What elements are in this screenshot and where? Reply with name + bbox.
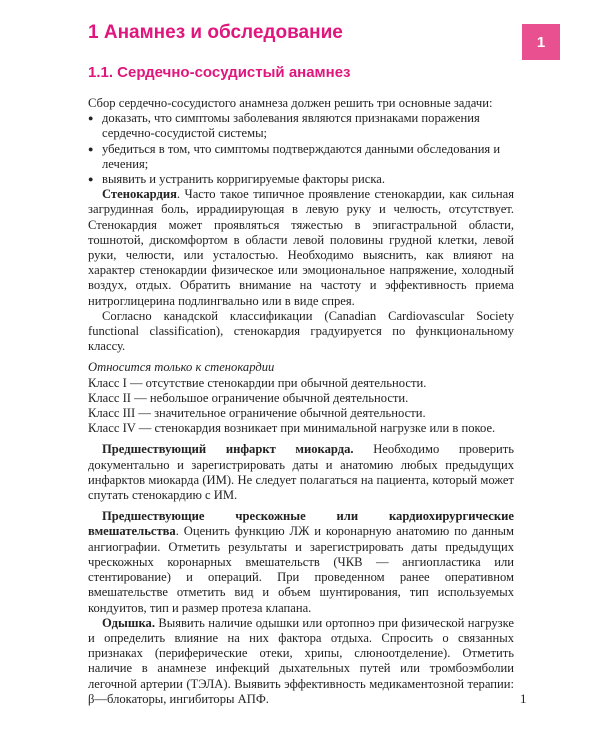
list-item: ● убедиться в том, что симптомы подтверждаются данными обследования и лечения; — [88, 142, 514, 172]
task-list — [88, 111, 514, 187]
class-item: Класс III — значительное ограничение обычной деятельности. — [88, 406, 426, 421]
prior-interventions-heading: Предшествующие чрескожные или кардиохирургические вмешательства — [88, 509, 514, 539]
chapter-tab — [522, 24, 560, 60]
dyspnea-paragraph — [88, 616, 514, 707]
ccs-paragraph: Согласно канадской классификации (Canadian Cardiovascular Society functional classification), стенокардия градуируется по функциональному классу. — [88, 308, 514, 354]
prior-mi-text: Необходимо проверить документально и зарегистрировать даты и анатомию любых предыдущих инфарктов миокарда (ИМ). Не следует полагаться на пациента, который может спутать стенокардию с ИМ. — [88, 442, 514, 503]
prior-interventions-paragraph — [88, 509, 514, 615]
body-text — [88, 96, 514, 707]
angina-text: . Часто такое типичное проявление стенокардии, как сильная загрудинная боль, иррадиирующая в левую руку и челюсть, отсутствует. Стенокардия может проявляться тяжестью в эпигастральной области, тошнотой, дискомфортом в области левой половины грудной клетки, левой руки, челюсти, или усталостью. Необходимо выяснить, как влияют на характер стенокардии физическое или эмоциональное напряжение, холодный воздух, отдых. Обратить внимание на частоту и эффективность приема нитроглицерина подлингвально или в виде спрея. — [88, 187, 514, 308]
angina-paragraph — [88, 187, 514, 309]
prior-interventions-text: . Оценить функцию ЛЖ и коронарную анатомию по данным ангиографии. Отметить результаты и зарегистрировать даты предыдущих чрескожных коронарных вмешательств (ЧКВ — ангиопластика или стентирование) и операций. При проведенном ранее оперативном вмешательстве отметить вид и объем шунтирования, тип используемых кондуитов, тип и размер протеза клапана. — [88, 524, 514, 615]
prior-mi-heading: Предшествующий инфаркт миокарда. — [102, 442, 354, 457]
list-item: ● выявить и устранить корригируемые факторы риска. — [88, 172, 514, 187]
angina-heading: Стенокардия — [102, 187, 177, 202]
chapter-title: 1 Анамнез и обследование — [88, 22, 343, 43]
chapter-tab-number: 1 — [536, 33, 546, 51]
angina-note: Относится только к стенокардии — [88, 360, 275, 375]
intro-paragraph: Сбор сердечно-сосудистого анамнеза должен решить три основные задачи: — [88, 96, 493, 110]
class-item: Класс IV — стенокардия возникает при минимальной нагрузке или в покое. — [88, 421, 496, 436]
dyspnea-text: Выявить наличие одышки или ортопноэ при физической нагрузке и определить влияние на них фактора отдыха. Спросить о связанных признаках (периферические отеки, хрипы, слюноотделение). Отметить наличие в анамнезе инфекций дыхательных путей или тромбоэмболии легочной артерии (ТЭЛА). Выявить эффективность медикаментозной терапии: β—блокаторы, ингибиторы АПФ. — [88, 615, 514, 706]
prior-mi-paragraph — [88, 442, 514, 503]
dyspnea-heading: Одышка. — [102, 615, 155, 630]
class-item: Класс I — отсутствие стенокардии при обычной деятельности. — [88, 375, 427, 390]
list-item: ● доказать, что симптомы заболевания являются признаками поражения сердечно-сосудистой системы; — [88, 111, 514, 141]
page-number: 1 — [520, 691, 527, 706]
class-item: Класс II — небольшое ограничение обычной деятельности. — [88, 390, 409, 405]
section-title: 1.1. Сердечно-сосудистый анамнез — [88, 64, 351, 81]
